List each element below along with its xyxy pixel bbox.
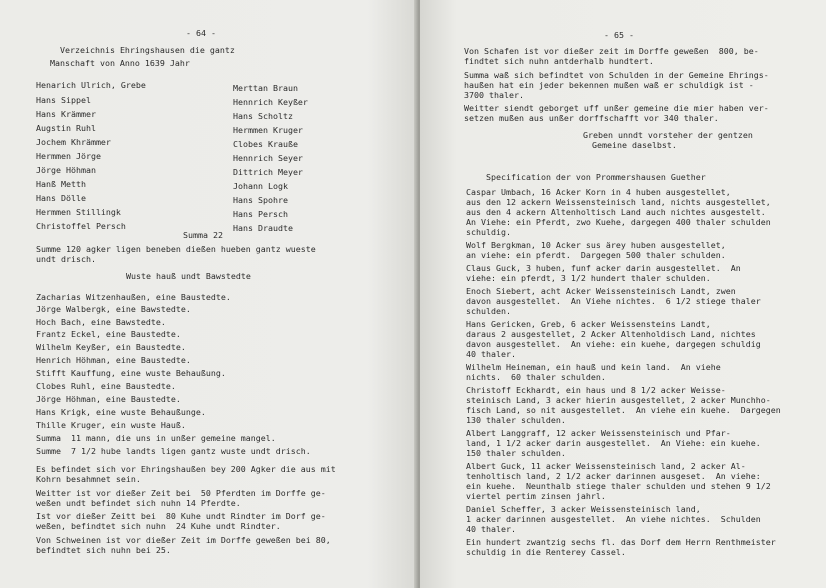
list-item: Hermmen Stillingk <box>36 207 121 217</box>
list-item: Hans Spohre <box>233 195 288 205</box>
list-item: Hans Draudte <box>233 223 293 233</box>
list-item: 130 thaler schulden. <box>466 415 566 425</box>
signature-line: Gemeine daselbst. <box>592 140 677 150</box>
list-item: fisch Land, so nit ausgestellet. An viehe ein kuehe. Dargegen <box>466 405 781 415</box>
list-item: aus den 4 ackern Altenholtisch Land auch nichtes ausgestelt. <box>466 207 766 217</box>
paragraph: findtet sich nuhn antderhalb hundtert. <box>464 56 654 66</box>
list-item: Christoffel Persch <box>36 221 126 231</box>
list-item: Hennrich Keyßer <box>233 97 308 107</box>
right-page <box>420 0 826 588</box>
list-item: Hoch Bach, eine Bawstedte. <box>36 317 166 327</box>
list-item: Hans Dölle <box>36 193 86 203</box>
page-number: - 64 - <box>186 28 216 38</box>
list-item: Clobes Krauße <box>233 139 298 149</box>
list-item: steinisch Land, 3 acker hierin ausgestellet, 2 acker Munchho- <box>466 395 771 405</box>
paragraph: Ist vor dießer Zeitt bei 80 Kuhe undt Rindter im Dorf ge- <box>36 511 326 521</box>
list-item: Wilhelm Keyßer, ein Baustedte. <box>36 342 186 352</box>
paragraph: Summa waß sich befindtet von Schulden in der Gemeine Ehrings- <box>464 70 769 80</box>
list-item: Hans Krigk, eine wuste Behaußunge. <box>36 407 206 417</box>
list-item: Henrich Höhman, eine Baustedte. <box>36 355 191 365</box>
list-item: an viehe: ein pferdt. Dargegen 500 thaler schulden. <box>466 250 726 260</box>
paragraph: 3700 thaler. <box>464 90 524 100</box>
paragraph: Weitter siendt geborget uff unßer gemeine die mier haben ver- <box>464 103 769 113</box>
list-item: Hans Gericken, Greb, 6 acker Weissensteins Landt, <box>466 319 711 329</box>
list-item: Hermmen Kruger <box>233 125 303 135</box>
list-item: viertel pertim zinsen jahrl. <box>466 491 606 501</box>
paragraph: Es befindet sich vor Ehringshaußen bey 200 Agker die aus mit <box>36 464 336 474</box>
list-item: davon ausgestellet. An viehe: ein kuehe, dargegen schuldig <box>466 339 761 349</box>
paragraph: setzen mußen aus unßer dorffschafft vor 340 thaler. <box>464 113 719 123</box>
list-item: Caspar Umbach, 16 Acker Korn in 4 huben ausgestellet, <box>466 187 731 197</box>
page-subtitle: Manschaft von Anno 1639 Jahr <box>50 58 190 68</box>
list-item: Ein hundert zwantzig sechs fl. das Dorf dem Herrn Renthmeister <box>466 537 776 547</box>
list-item: nichts. 60 thaler schulden. <box>466 372 606 382</box>
list-item: Wolf Bergkman, 10 Acker sus ärey huben ausgestellet, <box>466 240 726 250</box>
paragraph: weßen undt befindet sich nuhn 14 Pferdte. <box>36 498 241 508</box>
list-item: 1 acker darinnen ausgestellet. An viehe nichtes. Schulden <box>466 514 761 524</box>
list-item: schuldig. <box>466 227 511 237</box>
paragraph: Weitter ist vor dießer Zeit bei 50 Pferdten im Dorffe ge- <box>36 488 326 498</box>
list-item: Christoff Eckhardt, ein haus und 8 1/2 acker Weisse- <box>466 385 726 395</box>
list-item: Hans Sippel <box>36 95 91 105</box>
list-item: daraus 2 ausgestellet, 2 Acker Altenholdisch Land, nichtes <box>466 329 756 339</box>
list-item: ein kuehe. Neunthalb stiege thaler schulden und stehen 9 1/2 <box>466 481 771 491</box>
list-item: Stifft Kauffung, eine wuste Behaußung. <box>36 368 226 378</box>
paragraph: haußen hat ein jeder bekennen mußen waß er schuldigk ist - <box>464 80 754 90</box>
paragraph: undt drisch. <box>36 254 96 264</box>
list-item: Summe 7 1/2 hube landts ligen gantz wuste undt drisch. <box>36 446 311 456</box>
paragraph: weßen, befindtet sich nuhn 24 Kuhe undt Rindter. <box>36 521 281 531</box>
paragraph: Von Schafen ist vor dießer zeit im Dorffe geweßen 800, be- <box>464 46 759 56</box>
list-item: Hans Persch <box>233 209 288 219</box>
list-item: Jörge Höhman, eine Baustedte. <box>36 394 181 404</box>
list-item: Hermmen Jörge <box>36 151 101 161</box>
summa-total: Summa 22 <box>183 230 223 240</box>
list-item: Summa 11 mann, die uns in unßer gemeine mangel. <box>36 433 276 443</box>
list-item: Thille Kruger, ein wuste Hauß. <box>36 420 186 430</box>
section-heading: Wuste hauß undt Bawstedte <box>126 271 251 281</box>
paragraph: Summe 120 agker ligen beneben dießen hueben gantz wueste <box>36 244 316 254</box>
list-item: Merttan Braun <box>233 83 298 93</box>
page-number: - 65 - <box>604 30 634 40</box>
paragraph: Kohrn besahmnet sein. <box>36 474 141 484</box>
list-item: Jörge Höhman <box>36 165 96 175</box>
list-item: tenholtisch land, 2 1/2 acker darinnen ausgeset. An viehe: <box>466 471 761 481</box>
list-item: davon ausgestellet. An Viehe nichtes. 6 1/2 stiege thaler <box>466 296 761 306</box>
signature-line: Greben unndt vorsteher der gentzen <box>583 130 753 140</box>
list-item: Jochem Khrämmer <box>36 137 111 147</box>
list-item: An Viehe: ein Pferdt, zwo Kuehe, dargegen 400 thaler schulden <box>466 217 771 227</box>
list-item: land, 1 1/2 acker darin ausgestellet. An Viehe: ein kuehe. <box>466 438 761 448</box>
paragraph: befindtet sich nuhn bei 25. <box>36 545 171 555</box>
list-item: Albert Langgraff, 12 acker Weissensteinisch und Pfar- <box>466 428 731 438</box>
list-item: Johann Logk <box>233 181 288 191</box>
list-item: viehe: ein pferdt, 3 1/2 hundert thaler schulden. <box>466 273 711 283</box>
list-item: Claus Guck, 3 huben, funf acker darin ausgestellet. An <box>466 263 741 273</box>
list-item: schuldig in die Renterey Cassel. <box>466 547 626 557</box>
list-item: aus den 12 ackern Weissensteinisch land, nichts ausgestellet, <box>466 197 771 207</box>
page-title: Verzeichnis Ehringshausen die gantz <box>60 45 235 55</box>
list-item: Enoch Siebert, acht Acker Weissensteinisch Landt, zwen <box>466 286 736 296</box>
list-item: Frantz Eckel, eine Baustedte. <box>36 329 181 339</box>
list-item: Daniel Scheffer, 3 acker Weissensteinisch land, <box>466 504 701 514</box>
list-item: Hanß Metth <box>36 179 86 189</box>
list-item: schulden. <box>466 306 511 316</box>
list-item: 40 thaler. <box>466 349 516 359</box>
list-item: 40 thaler. <box>466 524 516 534</box>
list-item: Dittrich Meyer <box>233 167 303 177</box>
list-item: Jörge Walbergk, eine Bawstedte. <box>36 304 191 314</box>
list-item: Augstin Ruhl <box>36 123 96 133</box>
list-item: Hans Scholtz <box>233 111 293 121</box>
list-item: Albert Guck, 11 acker Weissensteinisch land, 2 acker Al- <box>466 461 746 471</box>
paragraph: Von Schweinen ist vor dießer Zeit im Dorffe geweßen bei 80, <box>36 535 331 545</box>
list-item: 150 thaler schulden. <box>466 448 566 458</box>
list-item: Hans Krämmer <box>36 109 96 119</box>
list-item: Wilhelm Heineman, ein hauß und kein land. An viehe <box>466 362 721 372</box>
list-item: Clobes Ruhl, eine Baustedte. <box>36 381 176 391</box>
list-item: Hennrich Seyer <box>233 153 303 163</box>
section-heading: Specification der von Prommershausen Guether <box>486 172 706 182</box>
list-item: Zacharias Witzenhaußen, eine Baustedte. <box>36 292 231 302</box>
list-item: Henarich Ulrich, Grebe <box>36 80 146 90</box>
